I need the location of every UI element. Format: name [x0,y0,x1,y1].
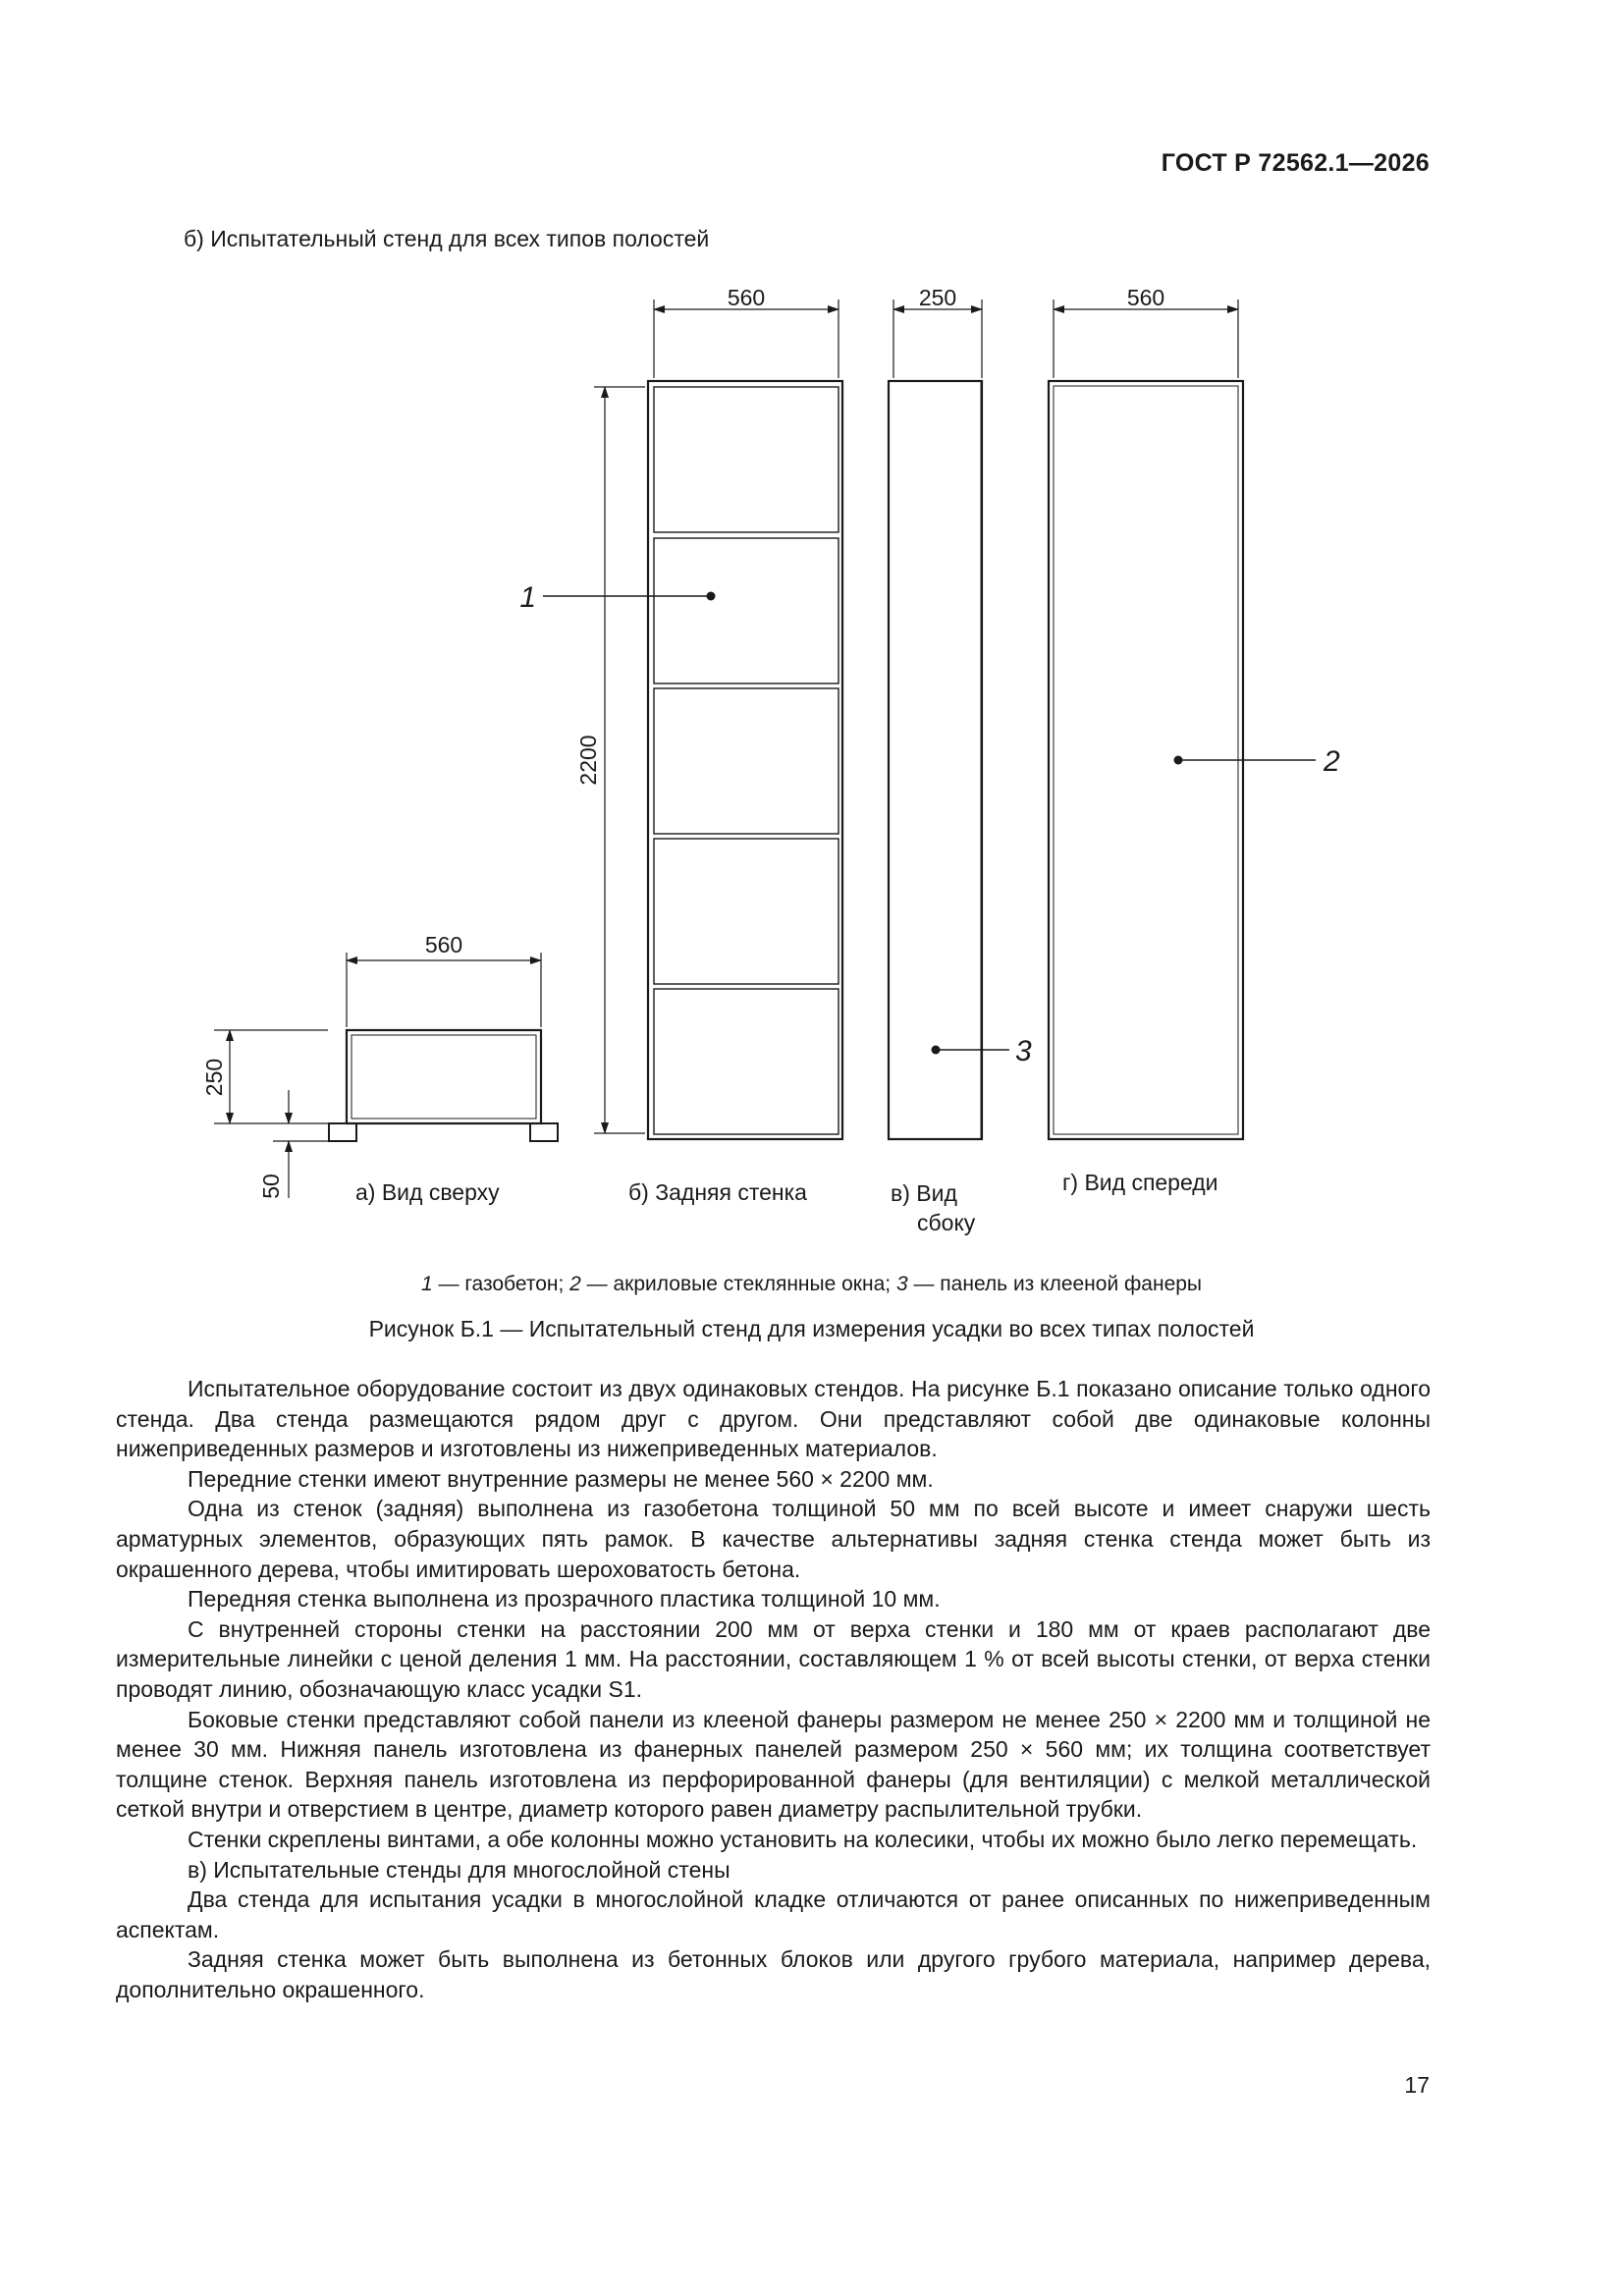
extension-lines [214,300,1238,1141]
legend-num-3: 3 [895,1273,908,1295]
view-label-side-line1: в) Вид [891,1180,957,1206]
side-panel-outline [889,381,982,1139]
dim-plan-foot: 50 [258,1174,284,1199]
paragraph-4: Передняя стенка выполнена из прозрачного пластика толщиной 10 мм. [188,1586,941,1613]
legend-num-2: 2 [569,1273,581,1295]
paragraph-6: Боковые стенки представляют собой панели из клееной фанеры размером не менее 250 × 2200 мм и толщиной не менее 30 мм. Нижняя панель изготовлена из фанерных панелей размером 250 × 560 мм; их толщина соответствует толщине стенок. Верхняя панель изготовлена из перфорированной фанеры (для вентиляции) с мелкой металлической сеткой внутри и отверстием в центре, диаметр которого равен диаметру распылительной трубки. [116,1706,1431,1823]
paragraph-3: Одна из стенок (задняя) выполнена из газобетона толщиной 50 мм по всей высоте и имеет снаружи шесть арматурных элементов, образующих пять рамок. В качестве альтернативы задняя стенка стенда может быть из окрашенного дерева, чтобы имитировать шероховатость бетона. [116,1496,1431,1582]
plan-box-inner [352,1035,536,1119]
legend-text-2: — акриловые стеклянные окна; [580,1273,896,1295]
figure-legend [0,1273,1623,1296]
dim-side-width: 250 [918,285,957,310]
view-label-front: г) Вид спереди [1062,1170,1218,1195]
dim-back-width: 560 [727,285,766,310]
paragraph-5: С внутренней стороны стенки на расстоянии 200 мм от верха стенки и 180 мм от краев располагают две измерительные линейки с ценой деления 1 мм. На расстоянии, составляющем 1 % от всей высоты стенки, от верха стенки проводят линию, обозначающую класс усадки S1. [116,1615,1431,1702]
dim-front-width: 560 [1126,285,1165,310]
plan-foot-right [530,1123,558,1141]
callout-1: 1 [519,581,536,614]
back-wall-frames [654,387,839,1134]
leader-dots [707,592,1183,1055]
view-label-back: б) Задняя стенка [628,1179,807,1205]
plan-foot-left [329,1123,356,1141]
paragraph-1: Испытательное оборудование состоит из двух одинаковых стендов. На рисунке Б.1 показано описание только одного стенда. Два стенда размещаются рядом друг с другом. Они представляют собой две одинаковые колонны нижеприведенных размеров и изготовлены из нижеприведенных материалов. [116,1376,1431,1462]
dim-plan-depth: 250 [201,1058,227,1097]
figure-subtitle: б) Испытательный стенд для всех типов полостей [184,226,710,251]
document-code: ГОСТ Р 72562.1—2026 [1161,149,1430,177]
dim-plan-width: 560 [424,932,463,957]
paragraph-2: Передние стенки имеют внутренние размеры не менее 560 × 2200 мм. [188,1465,934,1492]
view-label-top: а) Вид сверху [355,1179,500,1205]
paragraph-7: Стенки скреплены винтами, а обе колонны можно установить на колесики, чтобы их можно было легко перемещать. [188,1826,1418,1852]
view-label-side-line2: сбоку [917,1210,976,1235]
body-text [116,1374,1431,2004]
paragraph-9: Задняя стенка может быть выполнена из бетонных блоков или другого грубого материала, например дерева, дополнительно окрашенного. [116,1946,1431,2002]
page-number: 17 [1404,2072,1430,2098]
figure-caption: Рисунок Б.1 — Испытательный стенд для измерения усадки во всех типах полостей [368,1316,1255,1341]
legend-text-3: — панель из клееной фанеры [907,1273,1203,1295]
legend-num-1: 1 [420,1273,433,1295]
callout-3: 3 [1015,1035,1032,1067]
dim-height: 2200 [575,735,601,786]
paragraph-8: Два стенда для испытания усадки в многослойной кладке отличаются от ранее описанных по нижеприведенным аспектам. [116,1886,1431,1942]
back-wall-outline [648,381,842,1139]
section-heading-v: в) Испытательные стенды для многослойной стены [188,1856,730,1883]
leader-lines [543,596,1316,1050]
legend-text-1: — газобетон; [432,1273,570,1295]
plan-box-outline [347,1030,541,1123]
callout-2: 2 [1324,745,1340,778]
dimension-lines [230,309,1238,1198]
